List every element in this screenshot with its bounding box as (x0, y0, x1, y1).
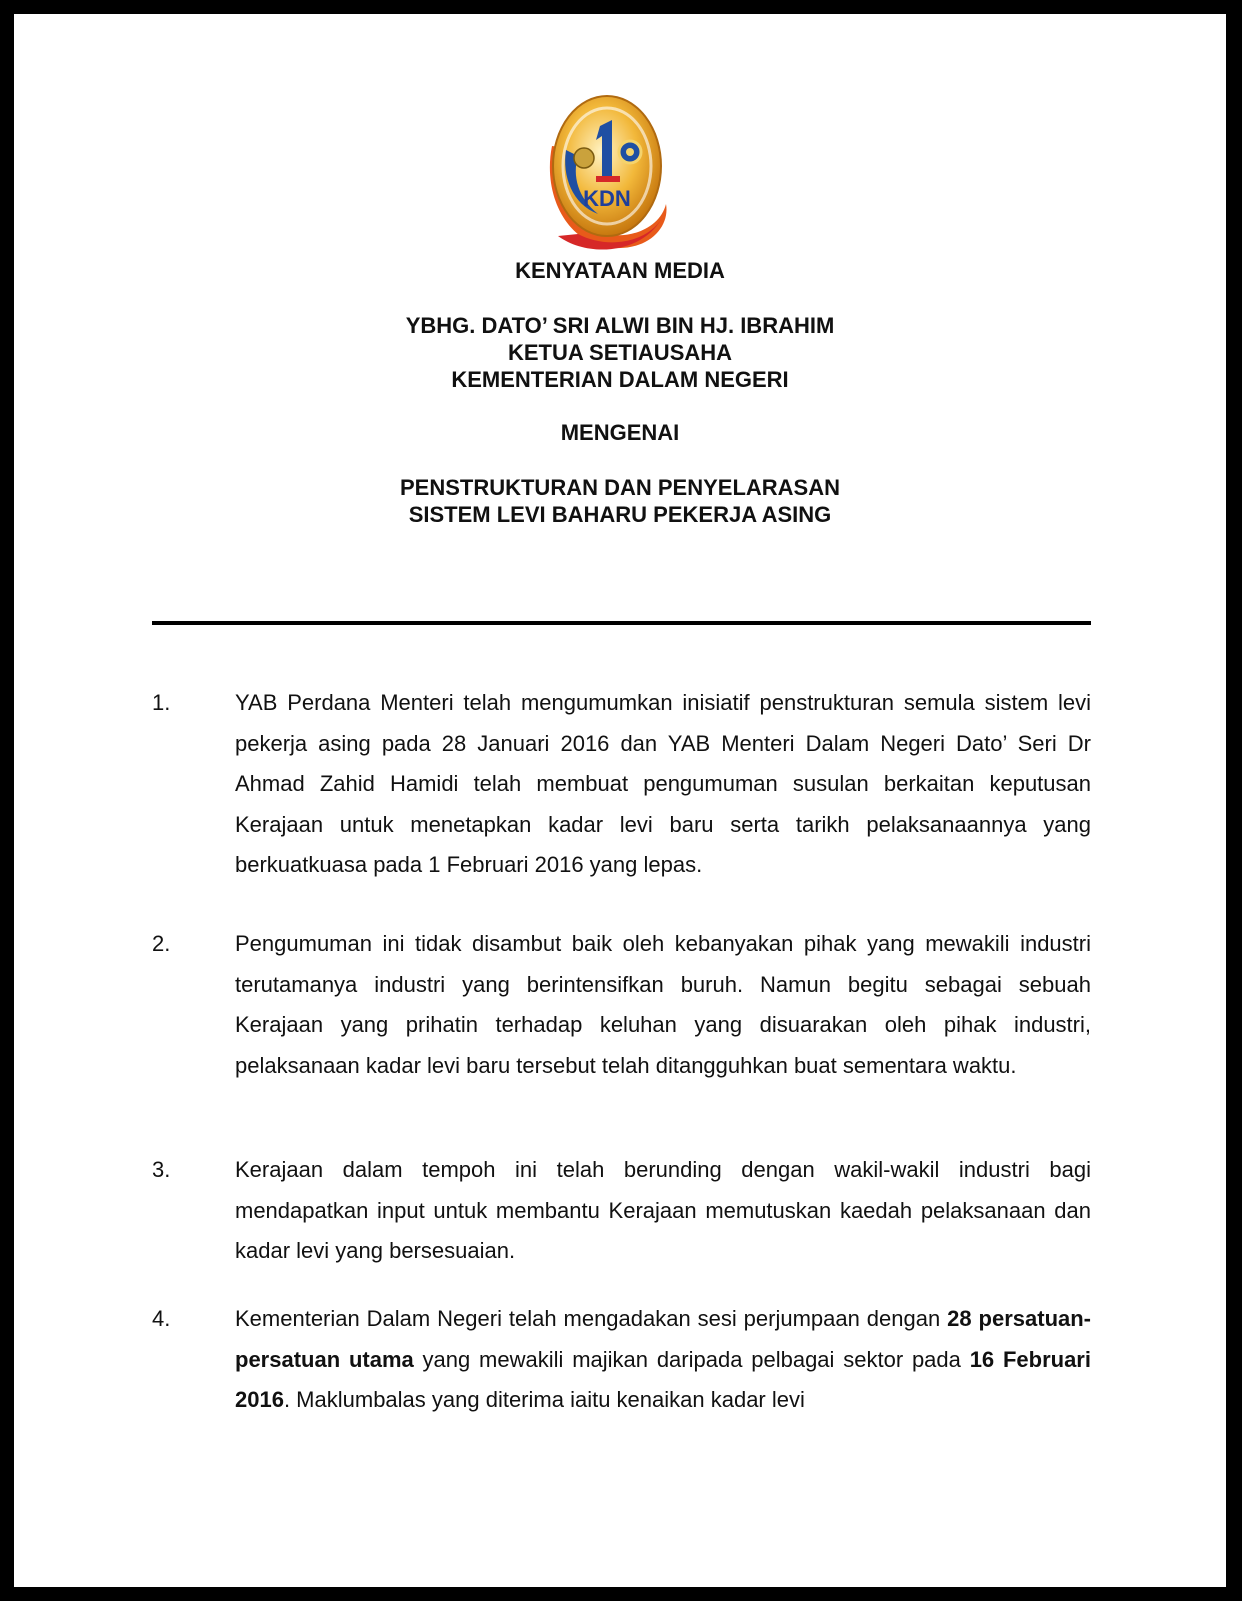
kdn-logo (538, 86, 676, 256)
paragraph-number: 4. (152, 1306, 171, 1331)
paragraph-text-segment: yang mewakili majikan daripada pelbagai sektor pada (413, 1346, 970, 1372)
paragraph-text (235, 1299, 1091, 1421)
official-position: KETUA SETIAUSAHA (507, 340, 733, 365)
paragraph-text-segment: . Maklumbalas yang diterima iaitu kenaikan kadar levi (283, 1387, 805, 1412)
regarding-label: MENGENAI (560, 420, 680, 445)
paragraph-number: 3. (152, 1157, 171, 1182)
paragraph-text-segment: Kementerian Dalam Negeri telah mengadakan sesi perjumpaan dengan (235, 1306, 948, 1331)
official-name: YBHG. DATO’ SRI ALWI BIN HJ. IBRAHIM (405, 313, 835, 338)
kdn-logo-icon (538, 86, 676, 256)
subject-line-2: SISTEM LEVI BAHARU PEKERJA ASING (408, 502, 832, 527)
bold-associations: 28 persatuan-persatuan utama (235, 1306, 1092, 1372)
paragraph-text: Kerajaan dalam tempoh ini telah berunding dengan wakil-wakil industri bagi mendapatkan input untuk membantu Kerajaan memutuskan kaedah pelaksanaan dan kadar levi yang bersesuaian. (235, 1157, 1091, 1263)
logo-text: KDN (583, 186, 631, 211)
paragraph-number: 1. (152, 690, 171, 715)
subject-line-1: PENSTRUKTURAN DAN PENYELARASAN (399, 475, 841, 500)
ministry-name: KEMENTERIAN DALAM NEGERI (451, 367, 789, 392)
document-title: KENYATAAN MEDIA (515, 258, 725, 283)
paragraph-text: Pengumuman ini tidak disambut baik oleh kebanyakan pihak yang mewakili industri terutamanya industri yang berintensifkan buruh. Namun begitu sebagai sebuah Kerajaan yang prihatin terhadap keluhan yang disuarakan oleh pihak industri, pelaksanaan kadar levi baru tersebut telah ditangguhkan buat sementara waktu. (235, 931, 1091, 1078)
document-page (14, 14, 1226, 1587)
paragraph-number: 2. (152, 931, 171, 956)
bold-date: 16 Februari 2016 (235, 1346, 1091, 1412)
paragraph-text: YAB Perdana Menteri telah mengumumkan inisiatif penstrukturan semula sistem levi pekerja asing pada 28 Januari 2016 dan YAB Menteri Dalam Negeri Dato’ Seri Dr Ahmad Zahid Hamidi telah membuat pengumuman susulan berkaitan keputusan Kerajaan untuk menetapkan kadar levi baru serta tarikh pelaksanaannya yang berkuatkuasa pada 1 Februari 2016 yang lepas. (235, 690, 1091, 877)
divider (152, 621, 1091, 625)
